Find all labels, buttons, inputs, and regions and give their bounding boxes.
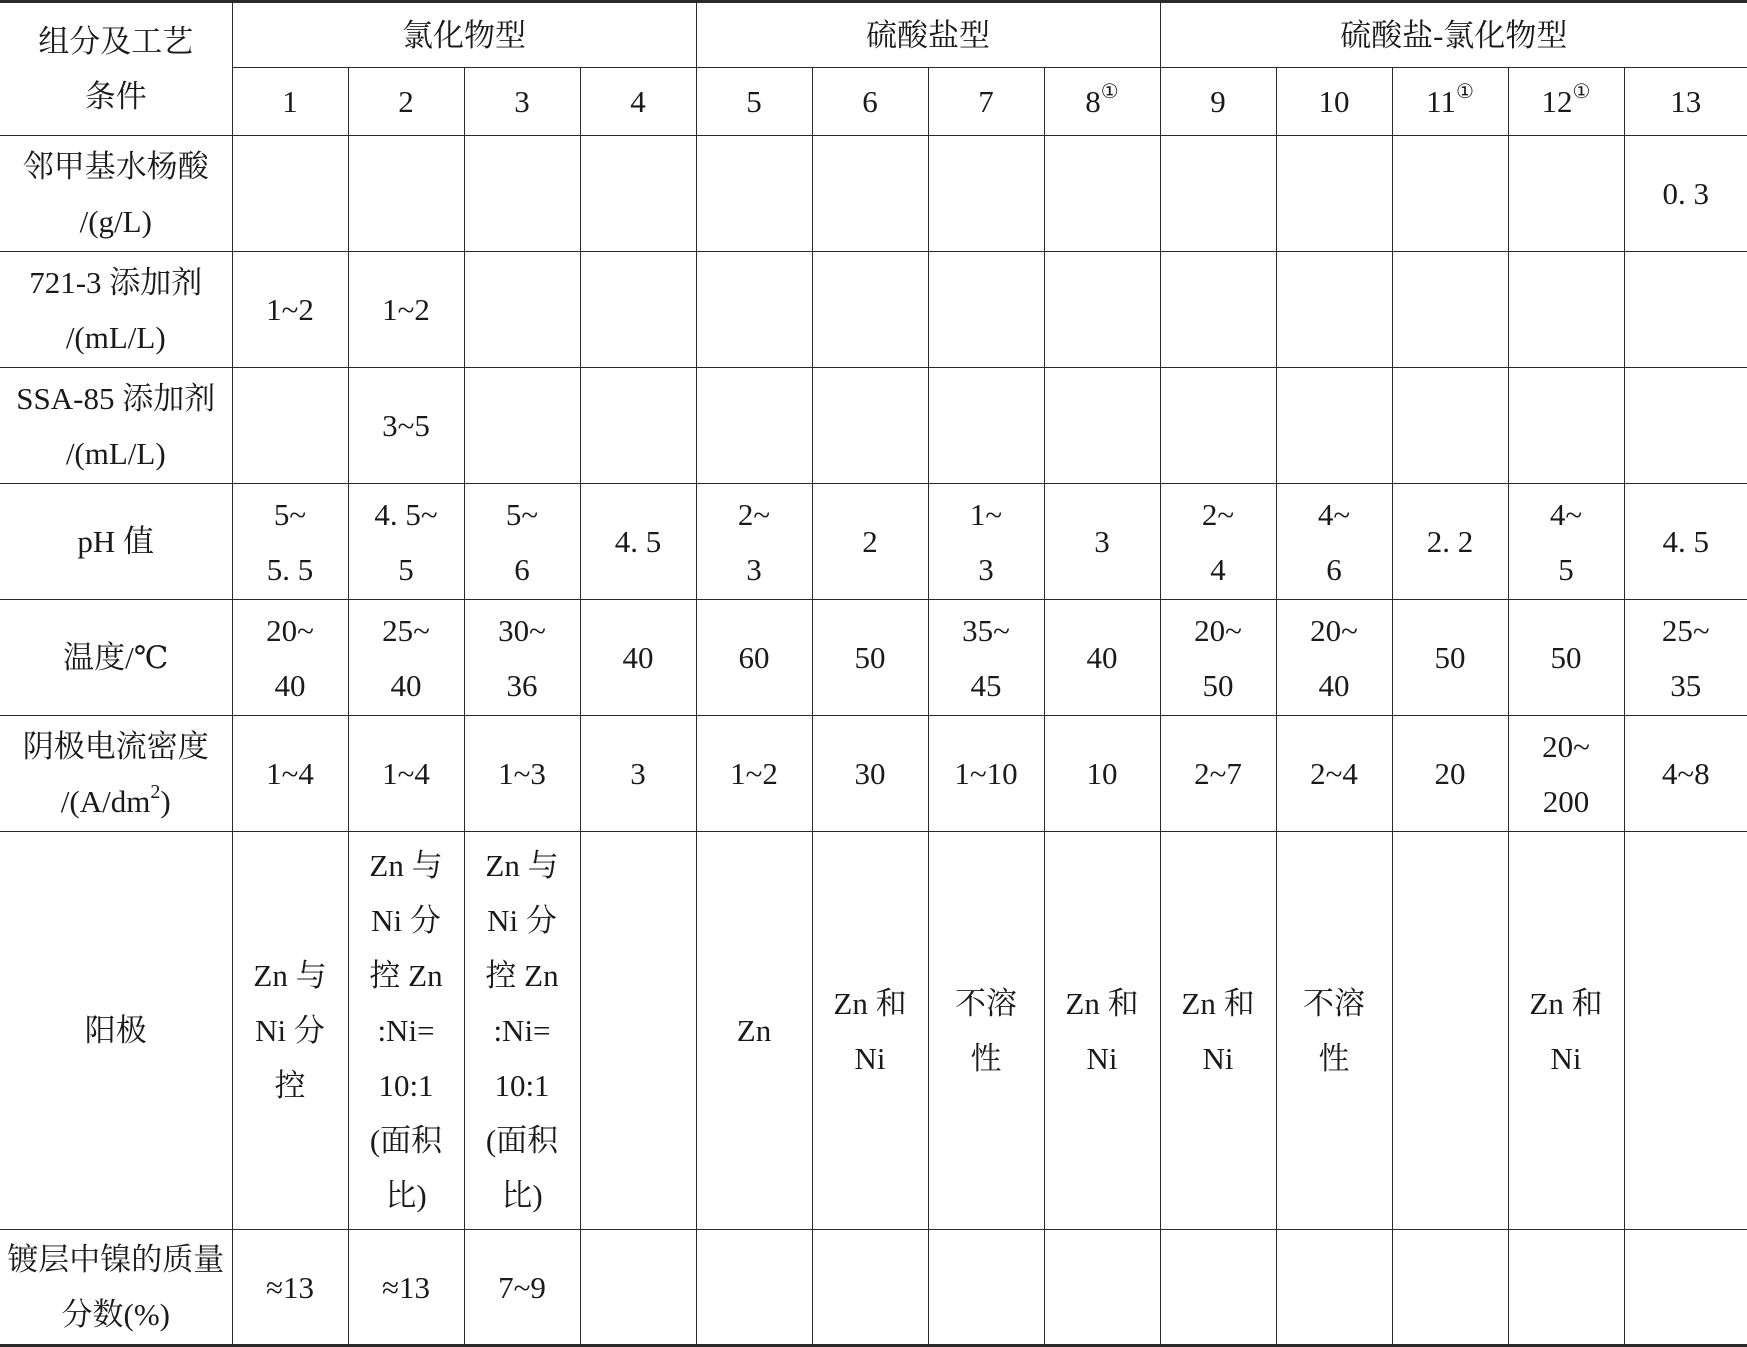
table-cell: 4~8: [1624, 716, 1747, 832]
column-number: 3: [464, 68, 580, 136]
param-header-cell: 组分及工艺 条件: [0, 2, 232, 136]
table-cell: [580, 252, 696, 368]
table-cell: [928, 1230, 1044, 1346]
table-cell: [1044, 368, 1160, 484]
column-number: 9: [1160, 68, 1276, 136]
table-row-salicylic-acid: [0, 136, 1747, 252]
table-cell: 20~ 50: [1160, 600, 1276, 716]
table-row-ssa-85-additive: [0, 368, 1747, 484]
table-cell: [1276, 136, 1392, 252]
table-cell: Zn 和 Ni: [1508, 832, 1624, 1230]
table-cell: [1508, 368, 1624, 484]
group-header-sulfate-chloride: 硫酸盐-氯化物型: [1160, 2, 1747, 68]
table-row-cathode-current-density: [0, 716, 1747, 832]
table-cell: 10: [1044, 716, 1160, 832]
table-cell: 40: [1044, 600, 1160, 716]
table-cell: [696, 1230, 812, 1346]
table-cell: 20~ 40: [232, 600, 348, 716]
column-number: 6: [812, 68, 928, 136]
table-cell: 25~ 40: [348, 600, 464, 716]
table-cell: 20: [1392, 716, 1508, 832]
table-cell: Zn 和 Ni: [812, 832, 928, 1230]
column-number: 8①: [1044, 68, 1160, 136]
table-cell: [580, 832, 696, 1230]
column-number: 11①: [1392, 68, 1508, 136]
table-cell: 2: [812, 484, 928, 600]
table-cell: 2~ 3: [696, 484, 812, 600]
column-number: 1: [232, 68, 348, 136]
table-cell: 4. 5: [580, 484, 696, 600]
row-label: 镀层中镍的质量 分数(%): [0, 1230, 232, 1346]
table-cell: Zn 与 Ni 分 控 Zn :Ni= 10:1 (面积 比): [348, 832, 464, 1230]
table-cell: [1624, 368, 1747, 484]
table-cell: [1044, 1230, 1160, 1346]
table-cell: [696, 252, 812, 368]
table-cell: [928, 252, 1044, 368]
table-cell: [812, 136, 928, 252]
table-cell: [1044, 252, 1160, 368]
table-cell: 3: [1044, 484, 1160, 600]
group-header-chloride: 氯化物型: [232, 2, 696, 68]
table-cell: 4~ 6: [1276, 484, 1392, 600]
table-cell: [464, 368, 580, 484]
table-cell: [1508, 1230, 1624, 1346]
row-label: 温度/℃: [0, 600, 232, 716]
table-cell: 30~ 36: [464, 600, 580, 716]
table-cell: [812, 368, 928, 484]
table-cell: [464, 136, 580, 252]
table-cell: 4~ 5: [1508, 484, 1624, 600]
table-cell: 不溶 性: [1276, 832, 1392, 1230]
table-cell: 20~ 200: [1508, 716, 1624, 832]
table-cell: 50: [812, 600, 928, 716]
table-cell: [1392, 252, 1508, 368]
row-label: 阳极: [0, 832, 232, 1230]
table-cell: 4. 5~ 5: [348, 484, 464, 600]
table-cell: [348, 136, 464, 252]
table-cell: 20~ 40: [1276, 600, 1392, 716]
table-cell: [580, 136, 696, 252]
group-header-row: [0, 2, 1747, 68]
table-cell: [1160, 1230, 1276, 1346]
table-cell: 1~ 3: [928, 484, 1044, 600]
column-number: 13: [1624, 68, 1747, 136]
row-label: SSA-85 添加剂 /(mL/L): [0, 368, 232, 484]
table-cell: [1508, 136, 1624, 252]
table-cell: 2~ 4: [1160, 484, 1276, 600]
table-cell: 40: [580, 600, 696, 716]
table-cell: 2~4: [1276, 716, 1392, 832]
table-row-anode: [0, 832, 1747, 1230]
table-cell: 3~5: [348, 368, 464, 484]
table-cell: 60: [696, 600, 812, 716]
table-cell: 2. 2: [1392, 484, 1508, 600]
column-number: 5: [696, 68, 812, 136]
table-cell: [1624, 1230, 1747, 1346]
table-cell: [1276, 1230, 1392, 1346]
table-cell: 25~ 35: [1624, 600, 1747, 716]
table-cell: Zn 与 Ni 分 控 Zn :Ni= 10:1 (面积 比): [464, 832, 580, 1230]
table-row-nickel-mass-fraction: [0, 1230, 1747, 1346]
table-cell: 2~7: [1160, 716, 1276, 832]
table-cell: [232, 368, 348, 484]
row-label: 阴极电流密度 $/(A/dm^2)$: [0, 716, 232, 832]
table-cell: 1~4: [232, 716, 348, 832]
table-cell: [1160, 368, 1276, 484]
table-cell: Zn 与 Ni 分 控: [232, 832, 348, 1230]
table-cell: 1~10: [928, 716, 1044, 832]
table-cell: 4. 5: [1624, 484, 1747, 600]
table-cell: [928, 136, 1044, 252]
table-cell: [928, 368, 1044, 484]
table-cell: Zn 和 Ni: [1044, 832, 1160, 1230]
table-cell: [1276, 252, 1392, 368]
table-row-721-3-additive: [0, 252, 1747, 368]
table-cell: Zn: [696, 832, 812, 1230]
column-number: 10: [1276, 68, 1392, 136]
table-cell: [812, 252, 928, 368]
table-cell: 7~9: [464, 1230, 580, 1346]
table-cell: 1~3: [464, 716, 580, 832]
column-number: 4: [580, 68, 696, 136]
table-cell: 30: [812, 716, 928, 832]
table-cell: [1392, 832, 1508, 1230]
table-cell: [812, 1230, 928, 1346]
table-row-temperature: [0, 600, 1747, 716]
table-cell: 1~4: [348, 716, 464, 832]
table-cell: [1160, 136, 1276, 252]
table-cell: 3: [580, 716, 696, 832]
table-cell: ≈13: [348, 1230, 464, 1346]
table-cell: [696, 136, 812, 252]
column-number-row: [0, 68, 1747, 136]
table-cell: 5~ 5. 5: [232, 484, 348, 600]
table-cell: [1044, 136, 1160, 252]
table-cell: 0. 3: [1624, 136, 1747, 252]
group-header-sulfate: 硫酸盐型: [696, 2, 1160, 68]
table-cell: [1392, 368, 1508, 484]
table-cell: ≈13: [232, 1230, 348, 1346]
table-cell: [1624, 252, 1747, 368]
row-label: 721-3 添加剂 /(mL/L): [0, 252, 232, 368]
table-cell: [1392, 136, 1508, 252]
table-cell: Zn 和 Ni: [1160, 832, 1276, 1230]
table-cell: [1160, 252, 1276, 368]
table-cell: 50: [1508, 600, 1624, 716]
table-cell: 5~ 6: [464, 484, 580, 600]
column-number: 2: [348, 68, 464, 136]
column-number: 12①: [1508, 68, 1624, 136]
table-cell: [1508, 252, 1624, 368]
table-cell: [232, 136, 348, 252]
table-cell: 1~2: [348, 252, 464, 368]
row-label: 邻甲基水杨酸 /(g/L): [0, 136, 232, 252]
column-number: 7: [928, 68, 1044, 136]
table-cell: 50: [1392, 600, 1508, 716]
table-cell: [1624, 832, 1747, 1230]
table-cell: [1392, 1230, 1508, 1346]
table-cell: 35~ 45: [928, 600, 1044, 716]
table-cell: [464, 252, 580, 368]
table-cell: [580, 1230, 696, 1346]
table-cell: [580, 368, 696, 484]
table-row-ph: [0, 484, 1747, 600]
table-cell: 不溶 性: [928, 832, 1044, 1230]
table-cell: [696, 368, 812, 484]
table-cell: 1~2: [696, 716, 812, 832]
table-cell: [1276, 368, 1392, 484]
row-label: pH 值: [0, 484, 232, 600]
table-cell: 1~2: [232, 252, 348, 368]
